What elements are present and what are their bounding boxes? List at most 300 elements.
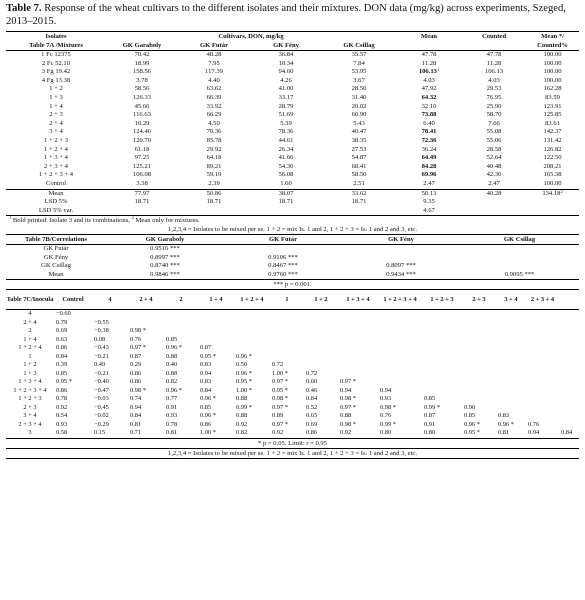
inocula-cell: [462, 353, 496, 362]
cell-value: 76.95: [486, 93, 502, 101]
inocula-cell: −0.60: [56, 310, 71, 318]
mix-note-a: 1,2,3,4 = Isolates to be mixed per se. 1 + 2 = mix Is. 1 and 2, 1 + 2 + 3 = Is. 1 and 2 and 3, etc.: [6, 225, 579, 235]
inocula-row: [6, 395, 579, 404]
summary-cell: [106, 207, 178, 216]
data-cell: [396, 154, 462, 163]
inocula-cell: −0.21: [94, 352, 109, 360]
cell-value: 50.86: [206, 189, 222, 197]
cell-value: 28.79: [278, 102, 294, 110]
inocula-cell: 0.80: [424, 429, 436, 437]
data-cell: [250, 137, 322, 146]
data-cell: [462, 103, 526, 112]
inocula-cell: [496, 310, 526, 319]
cell-value: 18.71: [351, 198, 367, 206]
data-cell: [526, 163, 579, 172]
inocula-cell-empty: [559, 310, 579, 319]
cell-value: 158.56: [132, 68, 152, 76]
inocula-cell: 0.96 *: [200, 395, 216, 403]
cell-value: 4.50: [208, 119, 220, 127]
data-cell: [396, 146, 462, 155]
inocula-cell: [526, 412, 559, 421]
data-cell: [396, 111, 462, 120]
inocula-cell: [128, 319, 164, 328]
header-c-1: 1: [285, 295, 289, 303]
inocula-cell: 0.93: [56, 420, 68, 428]
row-label: 1 Fc 12375: [41, 51, 71, 58]
inocula-cell: 0.97 *: [340, 378, 356, 386]
inocula-cell: 0.86: [56, 344, 68, 352]
inocula-cell: 0.96 *: [166, 386, 182, 394]
data-cell: [322, 111, 396, 120]
correlation-label: GK Csillag: [41, 262, 71, 270]
inocula-cell-empty: [559, 361, 579, 370]
table-row: [6, 120, 579, 129]
cell-value: 28.58: [486, 145, 502, 153]
header-counted-pct: Counted%: [537, 42, 568, 49]
inocula-cell: 0.84: [56, 352, 68, 360]
cell-value: 32.10: [421, 102, 437, 110]
cell-value: 10.29: [134, 119, 150, 127]
inocula-cell: −0.38: [94, 327, 109, 335]
data-cell: [526, 120, 579, 129]
inocula-cell: 0.78: [166, 420, 178, 428]
inocula-row: [6, 378, 579, 387]
inocula-cell: [422, 319, 462, 328]
inocula-cell: [496, 378, 526, 387]
table-row: [6, 163, 579, 172]
inocula-cell: [496, 404, 526, 413]
inocula-cell: 0.81: [130, 420, 142, 428]
caption-text: Response of the wheat cultivars to the different isolates and their mixtures. DON data (mg/kg) across experiments, Szeged, 2013–2015.: [6, 3, 566, 27]
header-csillag: GK Csillag: [343, 42, 375, 49]
cell-value: 142.37: [543, 128, 562, 136]
inocula-cell: [526, 327, 559, 336]
row-label: 1 + 3: [49, 93, 63, 101]
inocula-cell: [378, 378, 422, 387]
cell-value: 45.66: [134, 102, 150, 110]
data-cell: [178, 85, 250, 94]
data-cell: [462, 85, 526, 94]
inocula-cell: 0.91: [424, 420, 436, 428]
cell-value: 48.28: [206, 51, 222, 58]
data-cell: [526, 137, 579, 146]
inocula-cell: [496, 361, 526, 370]
cell-value: 55.06: [486, 136, 502, 144]
summary-label: LSD 5% var.: [38, 206, 74, 214]
cell-value: 3.38: [136, 179, 148, 187]
inocula-cell: 0.85: [166, 335, 178, 343]
inocula-cell: 0.86: [130, 369, 142, 377]
cell-value: 64.32: [421, 93, 437, 101]
inocula-cell: 0.50: [236, 361, 248, 369]
cell-value: 40.47: [351, 128, 367, 136]
inocula-cell: [378, 319, 422, 328]
inocula-cell: [462, 361, 496, 370]
correlation-row: [6, 254, 579, 262]
inocula-cell: 0.15: [94, 429, 106, 437]
header-mean: Mean: [420, 33, 438, 40]
inocula-cell: [526, 395, 559, 404]
inocula-cell: 0.87: [130, 352, 142, 360]
inocula-cell-empty: [559, 378, 579, 387]
header-c-2p3p4: 2 + 3 + 4: [530, 295, 555, 303]
data-cell: [462, 111, 526, 120]
inocula-row: [6, 310, 579, 319]
cell-value: 47.78: [421, 51, 437, 58]
row-label: 1 + 3 + 4: [44, 154, 68, 162]
inocula-cell-empty: [559, 370, 579, 379]
inocula-cell: 0.49: [94, 361, 106, 369]
cell-value: 7.84: [353, 59, 365, 67]
inocula-cell: [496, 395, 526, 404]
data-cell: [106, 94, 178, 103]
data-cell: [396, 94, 462, 103]
summary-cell: [396, 207, 462, 216]
cell-value: 1.60: [280, 179, 292, 187]
summary-cell: [322, 198, 396, 207]
footnote-2: Mean only for mixtures.: [135, 217, 200, 225]
inocula-cell: [304, 327, 338, 336]
table-row: [6, 146, 579, 155]
inocula-cell: 0.63: [56, 335, 68, 343]
inocula-cell: 0.08: [94, 335, 106, 343]
inocula-cell: [462, 344, 496, 353]
cell-value: 18.99: [134, 59, 150, 67]
inocula-row: [6, 344, 579, 353]
cell-value: 10.34: [278, 59, 294, 67]
cell-value: 120.70: [132, 136, 152, 144]
inocula-cell: [526, 361, 559, 370]
correlation-cell: 0.8740 ***: [150, 262, 180, 270]
inocula-label: 2 + 3: [23, 403, 37, 411]
inocula-cell: [198, 336, 234, 345]
inocula-cell-empty: [559, 387, 579, 396]
inocula-cell: [338, 361, 378, 370]
inocula-cell: [338, 336, 378, 345]
inocula-cell-empty: [559, 353, 579, 362]
inocula-cell: 0.94: [380, 386, 392, 394]
inocula-cell: [422, 353, 462, 362]
inocula-cell: [270, 344, 304, 353]
cell-value: 134.18: [542, 189, 561, 197]
inocula-cell: [422, 361, 462, 370]
header-mixtures: Table 7A /Mixtures: [29, 42, 83, 49]
caption-label: Table 7.: [6, 3, 42, 14]
data-cell: [462, 146, 526, 155]
inocula-cell: [270, 319, 304, 328]
data-cell: [178, 51, 250, 60]
data-cell: [396, 180, 462, 189]
inocula-cell: 0.98 *: [130, 386, 146, 394]
cell-value: 83.59: [545, 93, 560, 101]
table-row: [6, 154, 579, 163]
row-label: Control: [45, 179, 67, 187]
cell-value: 54.30: [278, 162, 294, 170]
inocula-cell: 0.54: [56, 412, 68, 420]
data-cell: [462, 180, 526, 189]
cell-value: 58.56: [134, 85, 150, 93]
data-cell: [396, 60, 462, 69]
inocula-cell: [234, 319, 270, 328]
summary-cell: [526, 207, 579, 216]
summary-cell: [106, 189, 178, 198]
inocula-cell: 0.72: [306, 369, 318, 377]
inocula-cell: 0.85: [200, 403, 212, 411]
inocula-row: [6, 353, 579, 362]
correlation-cell: 0.9516 ***: [150, 245, 180, 253]
inocula-cell: 0.99 *: [424, 403, 440, 411]
cell-value: 106.13: [484, 68, 504, 76]
cell-value: 66.29: [206, 111, 222, 119]
data-cell: [462, 120, 526, 129]
header-mean-counted: Mean */: [541, 33, 564, 40]
inocula-cell: [378, 310, 422, 319]
inocula-cell: −0.40: [94, 378, 109, 386]
inocula-cell: [304, 319, 338, 328]
correlation-cell: 0.8467 ***: [268, 262, 298, 270]
cell-value: 4.26: [280, 76, 292, 84]
cell-value: 31.40: [351, 93, 367, 101]
summary-cell: [178, 198, 250, 207]
data-cell: [106, 128, 178, 137]
correlation-cell: [460, 254, 579, 262]
summary-cell: [462, 207, 526, 216]
inocula-cell: [526, 353, 559, 362]
inocula-row: [6, 387, 579, 396]
row-label: 4 Fg 13.38: [41, 76, 71, 84]
inocula-cell: [496, 387, 526, 396]
inocula-label: 2 + 3 + 4: [18, 420, 42, 428]
table-7b-body: [6, 245, 579, 279]
data-cell: [106, 51, 178, 60]
data-cell: [526, 180, 579, 189]
correlation-cell: [224, 245, 342, 254]
inocula-cell: [164, 310, 198, 319]
data-cell: [322, 128, 396, 137]
data-cell: [462, 154, 526, 163]
inocula-cell-empty: [559, 336, 579, 345]
footnote-sup-2: 2: [131, 215, 134, 221]
inocula-cell: [462, 378, 496, 387]
header-c-control: Control: [62, 295, 84, 303]
inocula-cell: [164, 319, 198, 328]
data-cell: [178, 60, 250, 69]
inocula-cell: 0.97 *: [272, 378, 288, 386]
inocula-cell: 0.60: [306, 378, 318, 386]
inocula-cell: 0.92: [56, 403, 68, 411]
inocula-cell: 0.94: [528, 429, 540, 437]
inocula-cell: 0.95 *: [56, 378, 72, 386]
cell-value: 2.51: [353, 179, 365, 187]
row-label: 2 + 3: [49, 111, 63, 119]
table-7a: [6, 31, 579, 215]
header-c-1p4: 1 + 4: [209, 295, 223, 303]
inocula-cell-empty: [559, 395, 579, 404]
inocula-cell: [378, 344, 422, 353]
inocula-cell: 0.88: [166, 369, 178, 377]
data-cell: [462, 60, 526, 69]
data-cell: [322, 94, 396, 103]
header-c-2p3: 2 + 3: [472, 295, 486, 303]
data-cell: [322, 85, 396, 94]
inocula-cell: 1.00 *: [200, 429, 216, 437]
data-cell: [106, 111, 178, 120]
inocula-label: 1 + 3 + 4: [18, 378, 42, 386]
row-label: 2 + 3 + 4: [44, 162, 68, 170]
correlation-cell: 0.8997 ***: [150, 253, 180, 261]
data-cell: [526, 103, 579, 112]
cell-value: 208.21: [543, 162, 562, 170]
cell-value: 89.21: [206, 162, 222, 170]
cell-value: 72.36: [421, 136, 437, 144]
inocula-cell: [198, 310, 234, 319]
header-futar: GK Futár: [199, 42, 229, 49]
p-note-b: *** p = 0.001.: [6, 279, 579, 290]
table-row: [6, 85, 579, 94]
inocula-cell: 0.90: [464, 403, 476, 411]
cell-value: 63.62: [206, 85, 222, 93]
data-cell: [178, 68, 250, 77]
cell-value: 4.03: [488, 76, 500, 84]
cell-value: 125.21: [132, 162, 152, 170]
data-cell: [250, 171, 322, 180]
correlation-cell: 0.9434 ***: [386, 270, 416, 278]
correlation-label: Mean: [48, 270, 64, 278]
inocula-cell: 0.80: [380, 429, 392, 437]
inocula-label: 2 + 4: [23, 318, 37, 326]
cell-value: 28.50: [351, 85, 367, 93]
inocula-label: 1 + 2: [23, 361, 37, 369]
inocula-cell-empty: [559, 412, 579, 421]
inocula-cell: [304, 310, 338, 319]
header-c-4: 4: [108, 295, 112, 303]
inocula-cell: −0.45: [94, 403, 109, 411]
data-cell: [462, 68, 526, 77]
inocula-cell: [338, 370, 378, 379]
data-cell: [322, 120, 396, 129]
inocula-cell: [378, 327, 422, 336]
page: [6, 2, 579, 459]
cell-value: 162.28: [543, 85, 562, 93]
inocula-cell: [378, 361, 422, 370]
cell-value: 36.24: [421, 145, 437, 153]
data-cell: [178, 120, 250, 129]
inocula-cell: 0.86: [130, 378, 142, 386]
cell-value: 6.40: [423, 119, 435, 127]
inocula-cell: 0.98 *: [272, 395, 288, 403]
footnote-sup-1: 1: [9, 215, 12, 221]
inocula-cell: 0.88: [236, 395, 248, 403]
inocula-cell: [422, 370, 462, 379]
inocula-cell: 0.74: [130, 395, 142, 403]
inocula-cell: 0.85: [56, 369, 68, 377]
data-cell: [178, 103, 250, 112]
inocula-label: 3: [28, 429, 32, 437]
data-cell: [322, 77, 396, 86]
inocula-cell: [270, 327, 304, 336]
data-cell: [250, 146, 322, 155]
data-cell: [250, 94, 322, 103]
inocula-cell: 0.85: [464, 412, 476, 420]
cell-value: 44.61: [278, 136, 294, 144]
inocula-cell: 0.93: [380, 395, 392, 403]
footnote-1: Bold printed: Isolate 3 and its combinations,: [12, 217, 130, 225]
inocula-cell: 0.72: [272, 361, 284, 369]
inocula-cell: 0.82: [166, 378, 178, 386]
data-cell: [106, 77, 178, 86]
table-row: [6, 180, 579, 189]
cell-value: 18.71: [278, 198, 294, 206]
inocula-row: [6, 327, 579, 336]
data-cell: [250, 85, 322, 94]
inocula-cell: [422, 310, 462, 319]
inocula-cell: 0.95 *: [464, 429, 480, 437]
cell-value: 78.36: [278, 128, 294, 136]
cell-value: 68.41: [351, 162, 367, 170]
inocula-cell: 0.99 *: [380, 420, 396, 428]
cell-value: 47.78: [486, 51, 502, 58]
cell-value: 100.00: [543, 59, 562, 67]
inocula-cell: 0.95 *: [200, 352, 216, 360]
inocula-cell: [92, 310, 128, 319]
correlation-cell: [342, 254, 460, 262]
data-cell: [106, 60, 178, 69]
inocula-cell: [422, 336, 462, 345]
inocula-cell: [526, 319, 559, 328]
inocula-cell: 0.58: [56, 429, 68, 437]
inocula-cell: [128, 310, 164, 319]
inocula-cell: 0.94: [200, 369, 212, 377]
header-c-1p2p3p4: 1 + 2 + 3 + 4: [383, 295, 417, 303]
data-cell: [396, 51, 462, 60]
cell-value: 2.39: [208, 179, 220, 187]
data-cell: [322, 103, 396, 112]
data-cell: [322, 154, 396, 163]
cell-value: 94.60: [278, 68, 294, 76]
data-cell: [178, 171, 250, 180]
inocula-cell: 0.92: [340, 429, 352, 437]
inocula-cell: 0.86: [56, 386, 68, 394]
cell-value: 33.62: [351, 189, 367, 197]
header-blank-1: [396, 41, 462, 51]
cell-value: 26.34: [278, 145, 294, 153]
inocula-cell: 0.83: [498, 412, 510, 420]
cell-value: 3.67: [353, 76, 365, 84]
cell-value: 100.00: [543, 68, 562, 76]
inocula-cell: [496, 353, 526, 362]
inocula-cell: [462, 310, 496, 319]
summary-cell: [322, 207, 396, 216]
cell-value: 53.95: [351, 68, 367, 76]
table-7a-summary: [6, 189, 579, 215]
data-cell: [526, 154, 579, 163]
cell-value: 52.64: [486, 154, 502, 162]
inocula-cell: 0.65: [306, 412, 318, 420]
header-counted: Counted: [481, 33, 507, 40]
data-cell: [322, 171, 396, 180]
table-row: [6, 103, 579, 112]
inocula-cell: 0.96 *: [464, 420, 480, 428]
cell-value: 106.13: [418, 68, 437, 76]
inocula-cell: 0.96 *: [498, 420, 514, 428]
cell-value: 70.42: [134, 51, 150, 58]
inocula-cell: [234, 310, 270, 319]
data-cell: [178, 111, 250, 120]
inocula-cell: [338, 310, 378, 319]
inocula-cell: 0.83: [200, 361, 212, 369]
cell-value: 124.46: [132, 128, 152, 136]
inocula-cell: 0.52: [306, 403, 318, 411]
